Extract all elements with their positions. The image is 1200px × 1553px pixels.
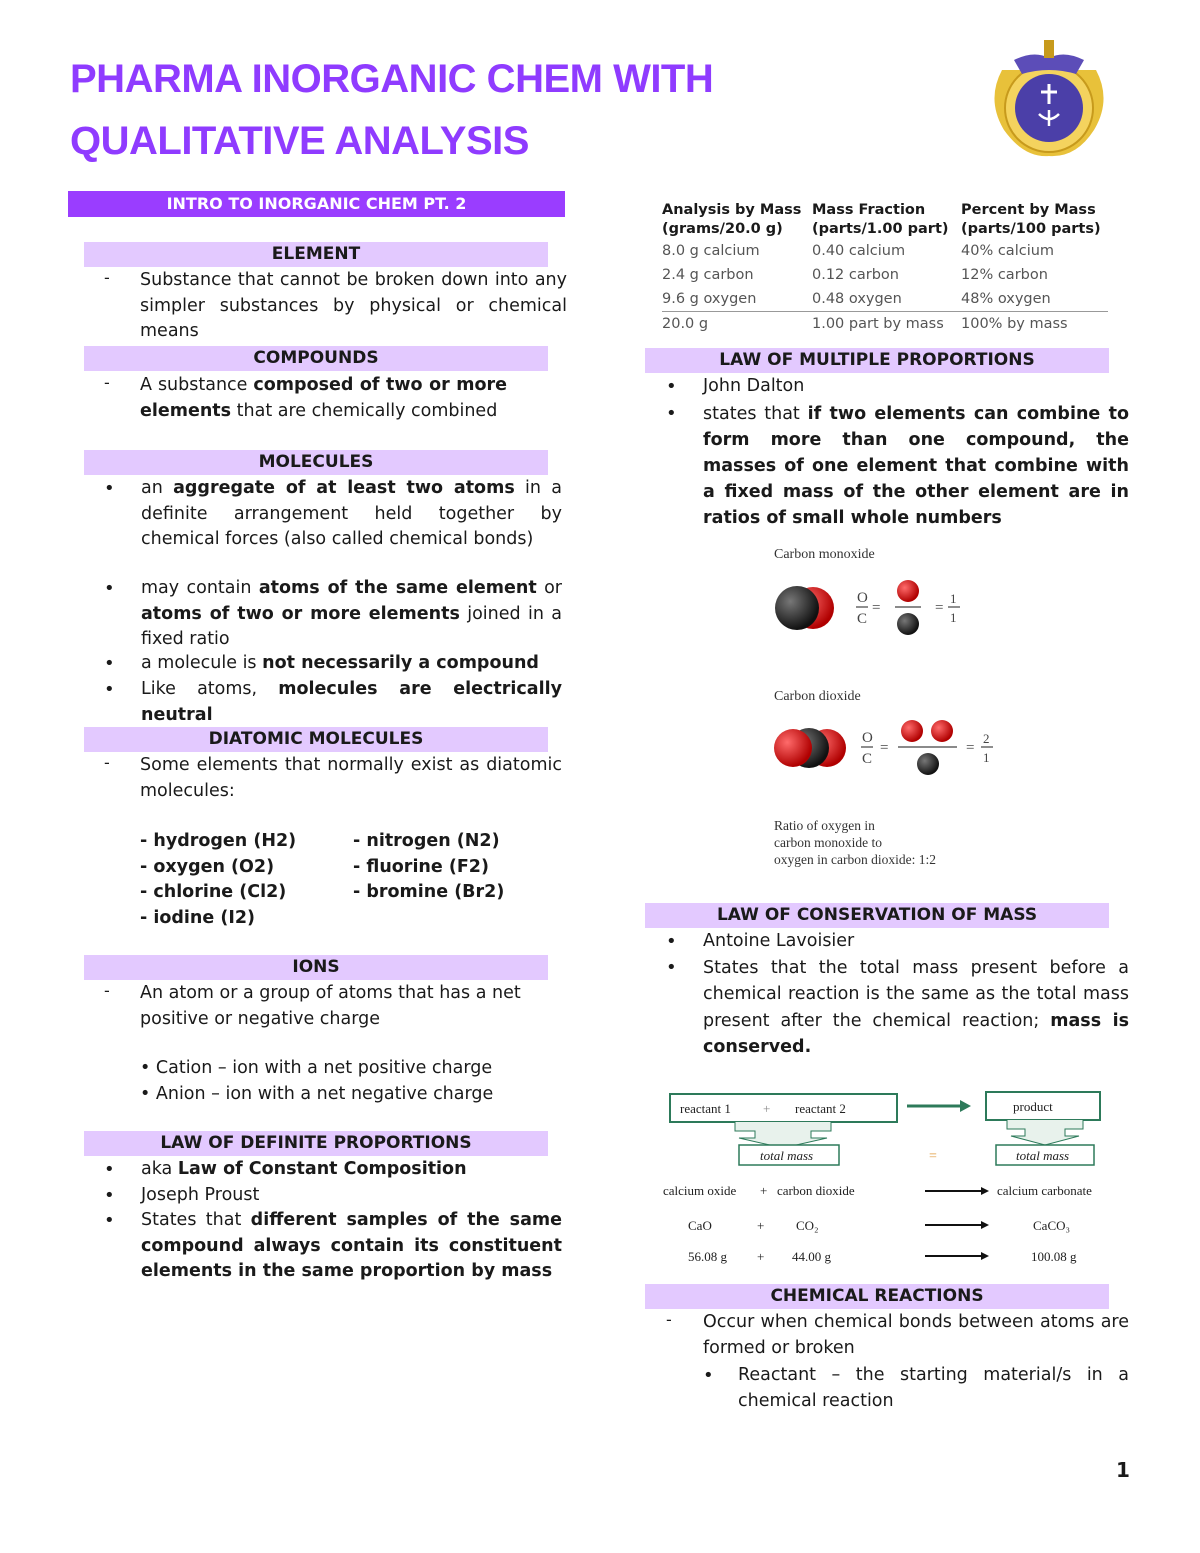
definite-point-3: States that different samples of the same compound always contain its constituent elements in the same proportion by mass (141, 1210, 562, 1281)
molecules-point-4: Like atoms, molecules are electrically neutral (141, 679, 562, 725)
svg-text:O: O (862, 730, 873, 746)
document-title (70, 48, 950, 172)
dash-bullet: - (104, 268, 110, 287)
ions-anion: • Anion – ion with a net negative charge (140, 1084, 494, 1104)
svg-text:=: = (966, 740, 975, 756)
bullet-dot: • (666, 931, 677, 952)
bullet-dot: • (703, 1365, 714, 1386)
reactions-definition: Occur when chemical bonds between atoms are formed or broken (703, 1312, 1129, 1358)
svg-text:O: O (857, 590, 868, 606)
mass-analysis-table (662, 201, 1108, 336)
co-label: Carbon monoxide (774, 547, 875, 562)
svg-text:total mass: total mass (760, 1148, 814, 1163)
table-header: Percent by Mass (parts/100 parts) (961, 202, 1101, 237)
bullet-dot: • (666, 403, 677, 424)
oxygen-atom (774, 729, 812, 767)
carbon-atom (917, 753, 939, 775)
multiple-point-1: John Dalton (703, 376, 805, 396)
svg-text:1: 1 (950, 591, 957, 606)
svg-text:56.08 g: 56.08 g (688, 1249, 727, 1264)
diatomic-definition: Some elements that normally exist as diatomic molecules: (140, 755, 562, 801)
diatomic-list-col1: - hydrogen (H2) - oxygen (O2) - chlorine (Cl2) - iodine (I2) (140, 831, 297, 928)
title-line-2: QUALITATIVE ANALYSIS (70, 119, 529, 163)
svg-text:+: + (760, 1183, 768, 1198)
bullet-dot: • (104, 478, 115, 499)
svg-text:1: 1 (950, 610, 957, 625)
oxygen-atom (931, 720, 953, 742)
oxygen-ratio-figure (765, 540, 1005, 870)
oxygen-atom (897, 580, 919, 602)
table-row: 2.4 g carbon 0.12 carbon 12% carbon (662, 267, 1048, 283)
svg-text:1: 1 (983, 750, 990, 765)
molecules-point-2: may contain atoms of the same element or atoms of two or more elements joined in a fixed ratio (141, 578, 562, 649)
conservation-point-1: Antoine Lavoisier (703, 931, 855, 951)
heading-ions: IONS (84, 955, 548, 980)
svg-text:44.00 g: 44.00 g (792, 1249, 831, 1264)
heading-multiple-proportions: LAW OF MULTIPLE PROPORTIONS (645, 348, 1109, 373)
bullet-dot: • (666, 376, 677, 397)
heading-element: ELEMENT (84, 242, 548, 267)
svg-text:product: product (1013, 1099, 1053, 1114)
definite-point-1: aka Law of Constant Composition (141, 1159, 467, 1179)
ratio-caption-3: oxygen in carbon dioxide: 1:2 (774, 852, 936, 867)
svg-text:C: C (857, 611, 868, 627)
reactant-definition: Reactant – the starting material/s in a chemical reaction (738, 1365, 1129, 1411)
oxygen-atom (901, 720, 923, 742)
svg-text:=: = (872, 600, 881, 616)
dash-bullet: - (104, 981, 110, 1000)
bullet-dot: • (104, 1185, 115, 1206)
heading-conservation-of-mass: LAW OF CONSERVATION OF MASS (645, 903, 1109, 928)
svg-text:+: + (763, 1101, 771, 1116)
university-seal-logo (984, 30, 1114, 160)
table-header: Mass Fraction (parts/1.00 part) (812, 202, 949, 237)
svg-text:C: C (862, 751, 873, 767)
heading-definite-proportions: LAW OF DEFINITE PROPORTIONS (84, 1131, 548, 1156)
table-total-row: 20.0 g 1.00 part by mass 100% by mass (662, 312, 1108, 337)
dash-bullet: - (666, 1310, 672, 1329)
svg-text:calcium carbonate: calcium carbonate (997, 1183, 1092, 1198)
heading-compounds: COMPOUNDS (84, 346, 548, 371)
compounds-definition: A substance composed of two or more elements that are chemically combined (140, 375, 507, 421)
svg-text:carbon dioxide: carbon dioxide (777, 1183, 855, 1198)
definite-point-2: Joseph Proust (141, 1185, 260, 1205)
svg-text:CaCO₃: CaCO₃ (1033, 1218, 1071, 1233)
bullet-dot: • (666, 957, 677, 978)
ratio-caption-1: Ratio of oxygen in (774, 818, 875, 833)
heading-molecules: MOLECULES (84, 450, 548, 475)
ions-definition: An atom or a group of atoms that has a net positive or negative charge (140, 983, 521, 1029)
svg-text:+: + (757, 1249, 765, 1264)
svg-text:reactant 1: reactant 1 (680, 1101, 731, 1116)
svg-text:reactant 2: reactant 2 (795, 1101, 846, 1116)
heading-diatomic: DIATOMIC MOLECULES (84, 727, 548, 752)
molecules-point-1: an aggregate of at least two atoms in a definite arrangement held together by chemical forces (also called chemical bonds) (141, 478, 562, 549)
carbon-atom (775, 586, 819, 630)
bullet-dot: • (104, 653, 115, 674)
svg-text:100.08 g: 100.08 g (1031, 1249, 1077, 1264)
svg-text:calcium oxide: calcium oxide (663, 1183, 737, 1198)
title-line-1: PHARMA INORGANIC CHEM WITH (70, 57, 714, 101)
bullet-dot: • (104, 1159, 115, 1180)
diatomic-list-col2: - nitrogen (N2) - fluorine (F2) - bromine (Br2) (353, 831, 505, 902)
dash-bullet: - (104, 753, 110, 772)
page-number: 1 (1116, 1458, 1130, 1482)
svg-text:CO₂: CO₂ (796, 1218, 819, 1233)
bullet-dot: • (104, 578, 115, 599)
multiple-point-2: states that if two elements can combine to form more than one compound, the masses of one element that combine with a fixed mass of the other element are in ratios of small whole numbers (703, 404, 1129, 528)
conservation-diagram (655, 1085, 1125, 1270)
svg-text:+: + (757, 1218, 765, 1233)
svg-text:total mass: total mass (1016, 1148, 1070, 1163)
conservation-point-2: States that the total mass present before a chemical reaction is the same as the total mass present after the chemical reaction; mass is conserved. (703, 958, 1129, 1057)
element-definition: Substance that cannot be broken down into any simpler substances by physical or chemical means (140, 270, 567, 341)
bullet-dot: • (104, 679, 115, 700)
carbon-atom (897, 613, 919, 635)
molecules-point-3: a molecule is not necessarily a compound (141, 653, 539, 673)
co2-label: Carbon dioxide (774, 689, 861, 704)
ions-cation: • Cation – ion with a net positive charge (140, 1058, 493, 1078)
table-row: 9.6 g oxygen 0.48 oxygen 48% oxygen (662, 291, 1051, 307)
svg-text:CaO: CaO (688, 1218, 712, 1233)
dash-bullet: - (104, 373, 110, 392)
heading-chemical-reactions: CHEMICAL REACTIONS (645, 1284, 1109, 1309)
svg-text:=: = (935, 600, 944, 616)
section-banner: INTRO TO INORGANIC CHEM PT. 2 (68, 191, 565, 217)
table-header-row (662, 201, 1108, 239)
svg-text:=: = (929, 1149, 937, 1164)
table-header: Analysis by Mass (grams/20.0 g) (662, 202, 802, 237)
svg-text:2: 2 (983, 731, 990, 746)
table-row: 8.0 g calcium 0.40 calcium 40% calcium (662, 243, 1055, 259)
bullet-dot: • (104, 1210, 115, 1231)
svg-text:=: = (880, 740, 889, 756)
ratio-caption-2: carbon monoxide to (774, 835, 882, 850)
